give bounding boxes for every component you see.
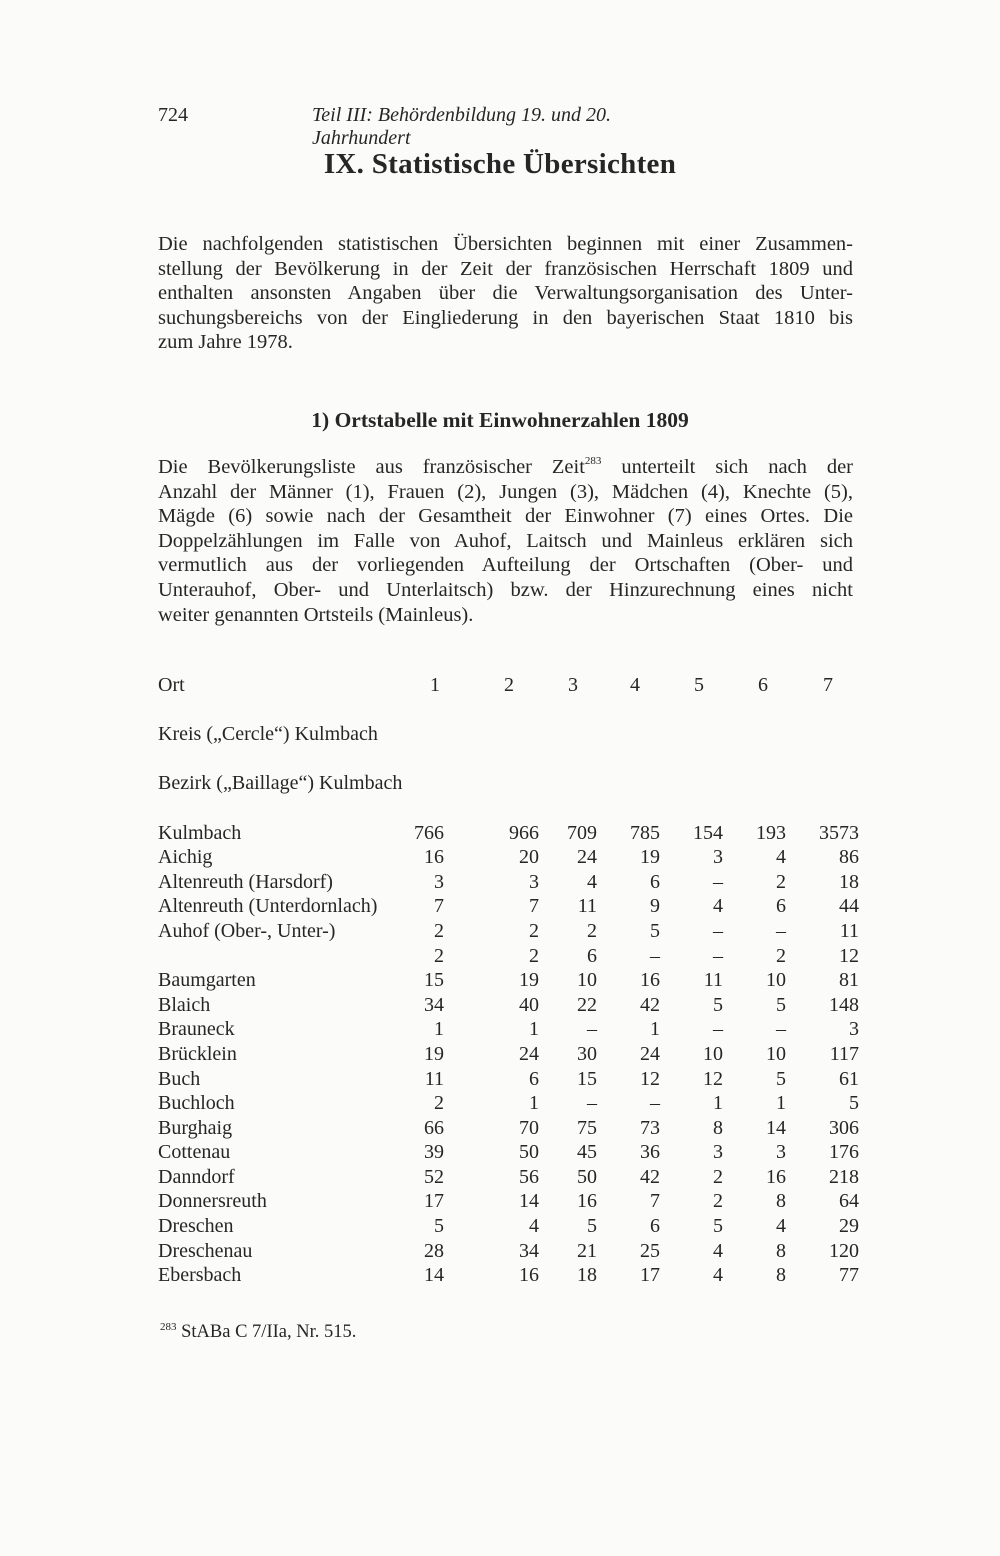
table-cell: 4 <box>529 1215 539 1238</box>
table-cell: 8 <box>776 1264 786 1287</box>
table-cell: 24 <box>577 846 597 869</box>
spacer <box>158 748 858 773</box>
table-cell: 34 <box>519 1239 539 1262</box>
table-cell: 17 <box>424 1190 444 1213</box>
table-cell: 3 <box>713 846 723 869</box>
place-name: Ebersbach <box>158 1264 242 1287</box>
table-cell: 5 <box>587 1215 597 1238</box>
table-cell: – <box>776 919 786 942</box>
table-cell: 2 <box>434 1092 444 1115</box>
table-cell: 16 <box>766 1165 786 1188</box>
table-cell: – <box>650 944 660 967</box>
table-cell: 86 <box>839 846 859 869</box>
table-cell: – <box>713 944 723 967</box>
bezirk-label: Bezirk („Baillage“) Kulmbach <box>158 772 403 795</box>
place-name: Brücklein <box>158 1042 237 1065</box>
table-cell: 3573 <box>819 821 859 844</box>
page-number: 724 <box>158 104 188 126</box>
place-name: Kulmbach <box>158 821 242 844</box>
table-cell: 8 <box>776 1239 786 1262</box>
footnote-ref[interactable]: 283 <box>584 455 602 467</box>
table-cell: 6 <box>776 895 786 918</box>
table-row <box>158 994 858 1019</box>
table-cell: 14 <box>519 1190 539 1213</box>
table-cell: 6 <box>587 944 597 967</box>
table-cell: 7 <box>434 895 444 918</box>
table-cell: 66 <box>424 1116 444 1139</box>
table-cell: 11 <box>839 919 859 942</box>
table-cell: 785 <box>630 821 660 844</box>
table-cell: 5 <box>776 1067 786 1090</box>
table-cell: 21 <box>577 1239 597 1262</box>
table-cell: 3 <box>529 870 539 893</box>
table-cell: 4 <box>776 846 786 869</box>
population-table <box>158 674 858 1289</box>
table-cell: 218 <box>829 1165 859 1188</box>
body-line: Mägde (6) sowie nach der Gesamtheit der Einwohner (7) eines Ortes. Die <box>158 505 853 528</box>
footnote <box>160 1322 356 1343</box>
place-name: Baumgarten <box>158 969 256 992</box>
table-cell: 9 <box>650 895 660 918</box>
table-cell: 709 <box>567 821 597 844</box>
table-cell: 19 <box>424 1042 444 1065</box>
table-cell: 4 <box>713 1239 723 1262</box>
intro-line: zum Jahre 1978. <box>158 331 293 354</box>
table-cell: 6 <box>650 1215 660 1238</box>
table-cell: 28 <box>424 1239 444 1262</box>
table-cell: 5 <box>849 1092 859 1115</box>
table-cell: 7 <box>529 895 539 918</box>
table-cell: 5 <box>713 993 723 1016</box>
place-name: Altenreuth (Unterdornlach) <box>158 895 378 918</box>
table-row <box>158 1043 858 1068</box>
running-head: Teil III: Behördenbildung 19. und 20. Jahrhundert <box>312 104 612 149</box>
table-cell: – <box>776 1018 786 1041</box>
table-row <box>158 1166 858 1191</box>
place-name: Burghaig <box>158 1116 233 1139</box>
table-cell: 2 <box>776 870 786 893</box>
table-cell: 3 <box>434 870 444 893</box>
table-cell: 120 <box>829 1239 859 1262</box>
table-cell: 10 <box>703 1042 723 1065</box>
table-cell: 1 <box>713 1092 723 1115</box>
table-cell: 176 <box>829 1141 859 1164</box>
chapter-title: IX. Statistische Übersichten <box>323 148 677 180</box>
footnote-text: StABa C 7/IIa, Nr. 515. <box>176 1322 357 1342</box>
table-cell: 39 <box>424 1141 444 1164</box>
page-header <box>158 104 698 149</box>
table-cell: 61 <box>839 1067 859 1090</box>
table-cell: 148 <box>829 993 859 1016</box>
column-header: 1 <box>430 674 440 696</box>
intro-line: suchungsbereichs von der Eingliederung in den bayerischen Staat 1810 bis <box>158 306 853 329</box>
place-name: Dreschenau <box>158 1239 253 1262</box>
place-name: Altenreuth (Harsdorf) <box>158 870 333 893</box>
spacer <box>158 797 858 822</box>
table-cell: 20 <box>519 846 539 869</box>
table-cell: 1 <box>776 1092 786 1115</box>
table-cell: 75 <box>577 1116 597 1139</box>
table-cell: 19 <box>640 846 660 869</box>
table-cell: 24 <box>640 1042 660 1065</box>
table-row <box>158 945 858 970</box>
place-name: Auhof (Ober-, Unter-) <box>158 919 336 942</box>
spacer <box>158 699 858 724</box>
table-cell: 15 <box>424 969 444 992</box>
table-cell: 34 <box>424 993 444 1016</box>
table-cell: 11 <box>424 1067 444 1090</box>
table-cell: 30 <box>577 1042 597 1065</box>
table-cell: 44 <box>839 895 859 918</box>
table-cell: 6 <box>650 870 660 893</box>
place-name: Cottenau <box>158 1141 231 1164</box>
table-cell: 12 <box>839 944 859 967</box>
bezirk-heading <box>158 772 858 797</box>
place-name: Brauneck <box>158 1018 235 1041</box>
column-header: 4 <box>630 674 640 696</box>
table-cell: 4 <box>713 895 723 918</box>
body-line: vermutlich aus der vorliegenden Aufteilung der Ortschaften (Ober- und <box>158 554 853 577</box>
body-line <box>158 455 853 480</box>
table-cell: 154 <box>693 821 723 844</box>
table-cell: – <box>713 1018 723 1041</box>
table-row <box>158 1117 858 1142</box>
table-cell: 42 <box>640 1165 660 1188</box>
table-cell: 10 <box>766 1042 786 1065</box>
table-cell: 3 <box>849 1018 859 1041</box>
body-line: Anzahl der Männer (1), Frauen (2), Jungen (3), Mädchen (4), Knechte (5), <box>158 480 853 503</box>
table-cell: 2 <box>713 1190 723 1213</box>
table-cell: 5 <box>650 919 660 942</box>
intro-line: stellung der Bevölkerung in der Zeit der französischen Herrschaft 1809 und <box>158 257 853 280</box>
table-cell: 1 <box>529 1092 539 1115</box>
column-header-ort: Ort <box>158 674 185 696</box>
table-cell: 1 <box>529 1018 539 1041</box>
table-cell: 2 <box>529 944 539 967</box>
table-row <box>158 1141 858 1166</box>
table-cell: 45 <box>577 1141 597 1164</box>
table-cell: 50 <box>519 1141 539 1164</box>
kreis-label: Kreis („Cercle“) Kulmbach <box>158 723 378 746</box>
table-body <box>158 822 858 1289</box>
place-name: Dreschen <box>158 1215 234 1238</box>
table-cell: 2 <box>713 1165 723 1188</box>
table-cell: 70 <box>519 1116 539 1139</box>
table-cell: 2 <box>776 944 786 967</box>
place-name: Donnersreuth <box>158 1190 267 1213</box>
table-row <box>158 1190 858 1215</box>
table-row <box>158 1092 858 1117</box>
table-cell: 2 <box>434 919 444 942</box>
table-cell: – <box>713 919 723 942</box>
table-cell: 2 <box>529 919 539 942</box>
body-line-text: unterteilt sich nach der <box>601 456 853 478</box>
table-cell: 36 <box>640 1141 660 1164</box>
table-cell: 8 <box>713 1116 723 1139</box>
table-cell: 12 <box>703 1067 723 1090</box>
table-cell: 14 <box>424 1264 444 1287</box>
intro-line: Die nachfolgenden statistischen Übersichten beginnen mit einer Zusammen- <box>158 233 853 255</box>
table-row <box>158 969 858 994</box>
table-cell: 966 <box>509 821 539 844</box>
table-cell: 73 <box>640 1116 660 1139</box>
intro-line: enthalten ansonsten Angaben über die Verwaltungsorganisation des Unter- <box>158 282 853 305</box>
footnote-number: 283 <box>160 1321 177 1333</box>
table-cell: 40 <box>519 993 539 1016</box>
table-cell: 25 <box>640 1239 660 1262</box>
table-cell: 24 <box>519 1042 539 1065</box>
table-cell: 10 <box>577 969 597 992</box>
table-cell: 3 <box>776 1141 786 1164</box>
table-cell: 1 <box>434 1018 444 1041</box>
table-cell: 17 <box>640 1264 660 1287</box>
place-name: Buch <box>158 1067 201 1090</box>
place-name: Buchloch <box>158 1092 235 1115</box>
table-cell: 64 <box>839 1190 859 1213</box>
table-header-row <box>158 674 858 699</box>
column-header: 3 <box>568 674 578 696</box>
table-cell: 306 <box>829 1116 859 1139</box>
table-cell: 6 <box>529 1067 539 1090</box>
body-line: Unterauhof, Ober- und Unterlaitsch) bzw. der Hinzurechnung eines nicht <box>158 578 853 601</box>
table-cell: 11 <box>577 895 597 918</box>
table-row <box>158 1215 858 1240</box>
place-name: Danndorf <box>158 1165 235 1188</box>
table-cell: 16 <box>640 969 660 992</box>
table-cell: 16 <box>424 846 444 869</box>
table-row <box>158 1240 858 1265</box>
table-cell: 2 <box>587 919 597 942</box>
table-cell: 16 <box>519 1264 539 1287</box>
body-line: Doppelzählungen im Falle von Auhof, Laitsch und Mainleus erklären sich <box>158 529 853 552</box>
body-line: weiter genannten Ortsteils (Mainleus). <box>158 603 474 626</box>
table-cell: 22 <box>577 993 597 1016</box>
table-cell: 1 <box>650 1018 660 1041</box>
table-row <box>158 1068 858 1093</box>
table-cell: 29 <box>839 1215 859 1238</box>
table-row <box>158 822 858 847</box>
body-line-text: Die Bevölkerungsliste aus französischer Zeit <box>158 456 585 478</box>
table-cell: 52 <box>424 1165 444 1188</box>
table-cell: 193 <box>756 821 786 844</box>
kreis-heading <box>158 723 858 748</box>
table-cell: 5 <box>713 1215 723 1238</box>
table-cell: 42 <box>640 993 660 1016</box>
table-cell: 766 <box>414 821 444 844</box>
table-row <box>158 871 858 896</box>
table-cell: 3 <box>713 1141 723 1164</box>
table-cell: 14 <box>766 1116 786 1139</box>
column-header: 5 <box>694 674 704 696</box>
column-header: 7 <box>823 674 833 696</box>
table-cell: – <box>587 1018 597 1041</box>
table-row <box>158 1018 858 1043</box>
section-title: 1) Ortstabelle mit Einwohnerzahlen 1809 <box>311 408 689 432</box>
table-cell: 7 <box>650 1190 660 1213</box>
table-cell: 10 <box>766 969 786 992</box>
table-cell: 56 <box>519 1165 539 1188</box>
table-cell: 15 <box>577 1067 597 1090</box>
place-name: Aichig <box>158 846 213 869</box>
column-header: 2 <box>504 674 514 696</box>
place-name: Blaich <box>158 993 211 1016</box>
table-cell: 5 <box>434 1215 444 1238</box>
table-row <box>158 846 858 871</box>
intro-paragraph <box>158 232 853 355</box>
table-cell: 4 <box>713 1264 723 1287</box>
table-cell: 117 <box>829 1042 859 1065</box>
table-cell: 18 <box>577 1264 597 1287</box>
table-cell: 2 <box>434 944 444 967</box>
table-cell: 18 <box>839 870 859 893</box>
table-cell: – <box>587 1092 597 1115</box>
table-cell: 11 <box>703 969 723 992</box>
body-paragraph <box>158 455 853 627</box>
table-cell: 5 <box>776 993 786 1016</box>
table-cell: 19 <box>519 969 539 992</box>
table-cell: 4 <box>776 1215 786 1238</box>
table-cell: – <box>650 1092 660 1115</box>
table-cell: – <box>713 870 723 893</box>
table-cell: 16 <box>577 1190 597 1213</box>
table-cell: 50 <box>577 1165 597 1188</box>
table-cell: 12 <box>640 1067 660 1090</box>
table-cell: 81 <box>839 969 859 992</box>
table-row <box>158 1264 858 1289</box>
table-row <box>158 895 858 920</box>
table-cell: 77 <box>839 1264 859 1287</box>
table-cell: 4 <box>587 870 597 893</box>
table-row <box>158 920 858 945</box>
column-header: 6 <box>758 674 768 696</box>
table-cell: 8 <box>776 1190 786 1213</box>
